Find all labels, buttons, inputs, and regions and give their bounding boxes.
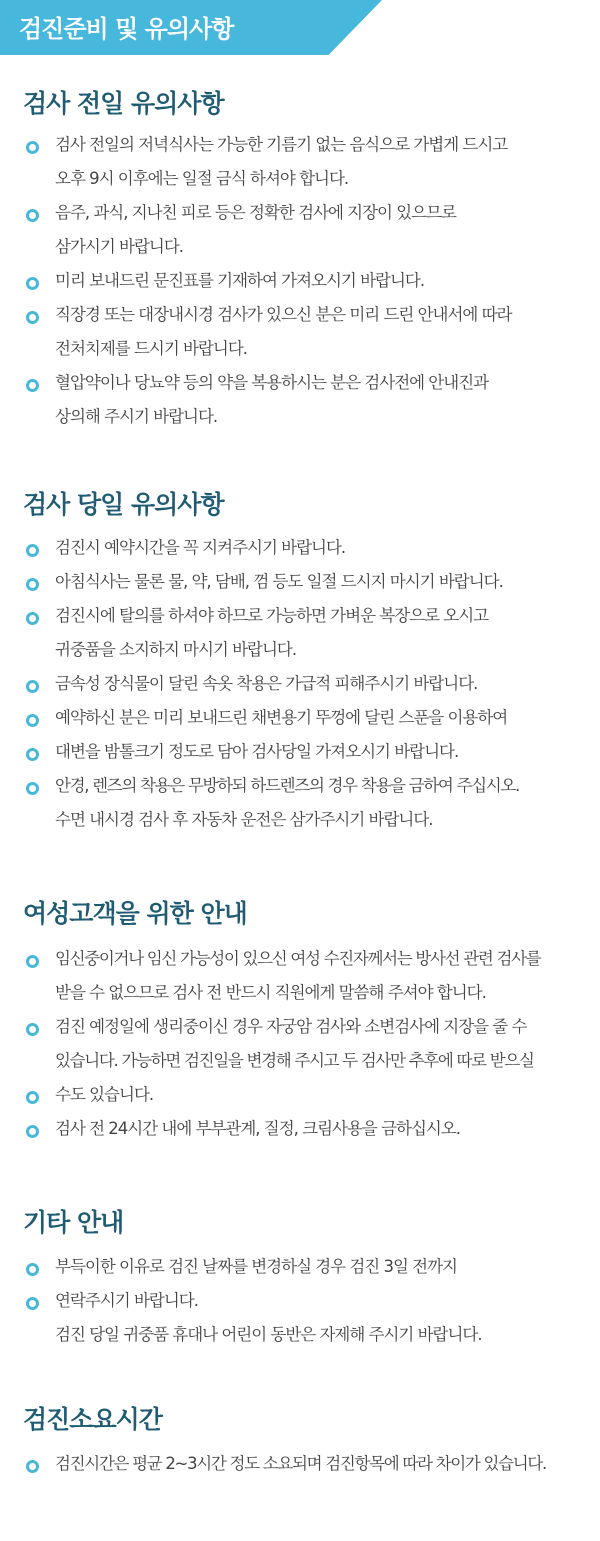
circle-bullet-icon xyxy=(26,1125,39,1138)
list-item xyxy=(0,736,600,770)
list-item-continuation xyxy=(0,977,600,1011)
list-item-text: 혈압약이나 당뇨약 등의 약을 복용하시는 분은 검사전에 안내진과 xyxy=(55,373,489,392)
list-item xyxy=(0,367,600,401)
list-item-text: 수면 내시경 검사 후 자동차 운전은 삼가주시기 바랍니다. xyxy=(55,810,433,829)
list-item-text: 연락주시기 바랍니다. xyxy=(55,1291,198,1310)
list-item xyxy=(0,532,600,566)
list-item-text: 삼가시기 바랍니다. xyxy=(55,237,184,256)
list-item xyxy=(0,1285,600,1319)
list-item-text: 귀중품을 소지하지 마시기 바랍니다. xyxy=(55,640,297,659)
list-item-text: 전처치제를 드시기 바랍니다. xyxy=(55,339,248,358)
section-title: 기타 안내 xyxy=(23,1208,124,1237)
list-item-text: 검사 전 24시간 내에 부부관계, 질정, 크림사용을 금하십시오. xyxy=(55,1119,461,1138)
list-item xyxy=(0,702,600,736)
list-item-text: 음주, 과식, 지나친 피로 등은 정확한 검사에 지장이 있으므로 xyxy=(55,203,456,222)
list-item-continuation xyxy=(0,163,600,197)
list-item-text: 미리 보내드린 문진표를 기재하여 가져오시기 바랍니다. xyxy=(55,271,425,290)
list-item-continuation xyxy=(0,333,600,367)
list-item xyxy=(0,1251,600,1285)
list-item xyxy=(0,943,600,977)
circle-bullet-icon xyxy=(26,714,39,727)
list-item-text: 임신중이거나 임신 가능성이 있으신 여성 수진자께서는 방사선 관련 검사를 xyxy=(55,949,541,968)
list-item-continuation xyxy=(0,1319,600,1353)
list-item-text: 수도 있습니다. xyxy=(55,1085,154,1104)
circle-bullet-icon xyxy=(26,209,39,222)
list-item-text: 직장경 또는 대장내시경 검사가 있으신 분은 미리 드린 안내서에 따라 xyxy=(55,305,512,324)
section-title: 검사 당일 유의사항 xyxy=(23,490,224,519)
list-item-text: 검사 전일의 저녁식사는 가능한 기름기 없는 음식으로 가볍게 드시고 xyxy=(55,135,508,154)
circle-bullet-icon xyxy=(26,578,39,591)
list-item xyxy=(0,1011,600,1045)
list-item-text: 오후 9시 이후에는 일절 금식 하셔야 합니다. xyxy=(55,169,349,188)
circle-bullet-icon xyxy=(26,612,39,625)
list-item xyxy=(0,265,600,299)
list-item-text: 부득이한 이유로 검진 날짜를 변경하실 경우 검진 3일 전까지 xyxy=(55,1257,457,1276)
list-item-text: 아침식사는 물론 물, 약, 담배, 껌 등도 일절 드시지 마시기 바랍니다. xyxy=(55,572,503,591)
list-item xyxy=(0,770,600,804)
circle-bullet-icon xyxy=(26,544,39,557)
circle-bullet-icon xyxy=(26,748,39,761)
section-title: 여성고객을 위한 안내 xyxy=(23,899,247,928)
circle-bullet-icon xyxy=(26,1023,39,1036)
list-item-text: 검진 당일 귀중품 휴대나 어린이 동반은 자제해 주시기 바랍니다. xyxy=(55,1325,482,1344)
banner-title: 검진준비 및 유의사항 xyxy=(19,15,234,43)
list-item-text: 상의해 주시기 바랍니다. xyxy=(55,407,218,426)
list-item xyxy=(0,129,600,163)
circle-bullet-icon xyxy=(26,277,39,290)
list-item xyxy=(0,1113,600,1147)
circle-bullet-icon xyxy=(26,379,39,392)
list-item-text: 예약하신 분은 미리 보내드린 채변용기 뚜껑에 달린 스푼을 이용하여 xyxy=(55,708,508,727)
list-item-text: 검진시간은 평균 2~3시간 정도 소요되며 검진항목에 따라 차이가 있습니다. xyxy=(55,1454,546,1473)
circle-bullet-icon xyxy=(26,1297,39,1310)
list-item-continuation xyxy=(0,231,600,265)
list-item xyxy=(0,197,600,231)
list-item xyxy=(0,1448,600,1482)
circle-bullet-icon xyxy=(26,1091,39,1104)
list-item xyxy=(0,566,600,600)
list-item-continuation xyxy=(0,1045,600,1079)
list-item xyxy=(0,1079,600,1113)
list-item-text: 금속성 장식물이 달린 속옷 착용은 가급적 피해주시기 바랍니다. xyxy=(55,674,478,693)
list-item xyxy=(0,668,600,702)
list-item-text: 검진 예정일에 생리중이신 경우 자궁암 검사와 소변검사에 지장을 줄 수 xyxy=(55,1017,527,1036)
circle-bullet-icon xyxy=(26,955,39,968)
circle-bullet-icon xyxy=(26,311,39,324)
list-item-continuation xyxy=(0,401,600,435)
circle-bullet-icon xyxy=(26,680,39,693)
circle-bullet-icon xyxy=(26,141,39,154)
list-item xyxy=(0,299,600,333)
circle-bullet-icon xyxy=(26,1460,39,1473)
section-title: 검진소요시간 xyxy=(23,1405,162,1434)
list-item xyxy=(0,600,600,634)
list-item-text: 있습니다. 가능하면 검진일을 변경해 주시고 두 검사만 추후에 따로 받으실 xyxy=(55,1051,534,1070)
circle-bullet-icon xyxy=(26,1263,39,1276)
circle-bullet-icon xyxy=(26,782,39,795)
section-title: 검사 전일 유의사항 xyxy=(23,89,224,118)
list-item-continuation xyxy=(0,634,600,668)
list-item-text: 안경, 렌즈의 착용은 무방하되 하드렌즈의 경우 착용을 금하여 주십시오. xyxy=(55,776,519,795)
list-item-text: 검진시 예약시간을 꼭 지켜주시기 바랍니다. xyxy=(55,538,346,557)
list-item-text: 받을 수 없으므로 검사 전 반드시 직원에게 말씀해 주셔야 합니다. xyxy=(55,983,486,1002)
list-item-text: 대변을 밤톨크기 정도로 담아 검사당일 가져오시기 바랍니다. xyxy=(55,742,459,761)
list-item-text: 검진시에 탈의를 하셔야 하므로 가능하면 가벼운 복장으로 오시고 xyxy=(55,606,489,625)
list-item-continuation xyxy=(0,804,600,838)
